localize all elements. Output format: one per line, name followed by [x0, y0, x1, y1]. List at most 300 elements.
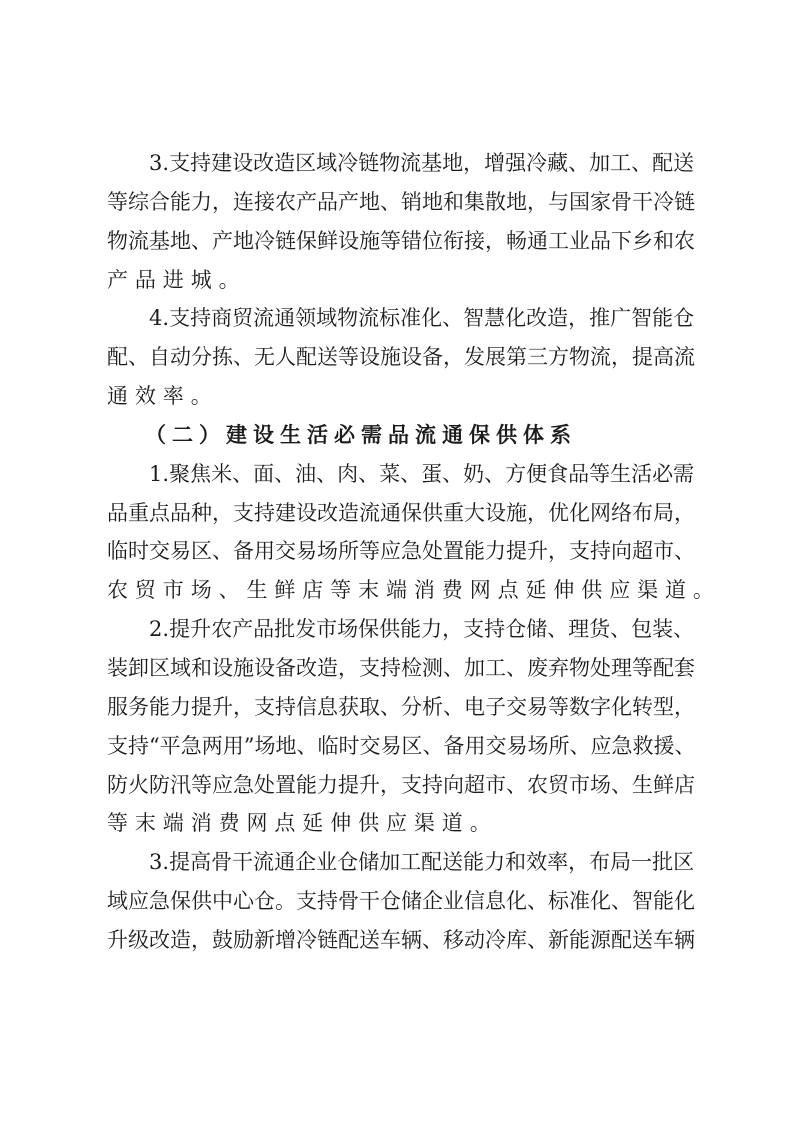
glyph: 理	[568, 617, 590, 642]
glyph: 优	[548, 500, 569, 525]
glyph: ，	[548, 539, 569, 564]
glyph: 地	[275, 733, 297, 758]
glyph: 设	[212, 655, 233, 680]
glyph: 造	[274, 151, 296, 175]
glyph: 取	[359, 694, 380, 719]
glyph: 准	[569, 889, 590, 914]
glyph: 区	[673, 850, 695, 875]
glyph: 店	[674, 772, 695, 797]
glyph: 、	[422, 733, 444, 758]
glyph: 链	[674, 189, 695, 214]
glyph: 市	[485, 772, 506, 797]
glyph: 三	[527, 345, 548, 370]
glyph: 广	[610, 306, 632, 331]
glyph: 急	[611, 733, 633, 758]
glyph: 流	[359, 500, 380, 525]
glyph: 、	[611, 772, 632, 797]
glyph: 提	[169, 850, 191, 875]
glyph: 字	[590, 694, 611, 719]
glyph: ，	[674, 500, 695, 525]
glyph: 施	[380, 345, 401, 370]
glyph: 造	[170, 927, 191, 952]
glyph: 配	[338, 927, 359, 952]
glyph: 菜	[379, 461, 401, 486]
glyph: 处	[590, 655, 611, 680]
glyph: 等	[589, 461, 611, 486]
glyph: 保	[170, 889, 191, 914]
glyph: 场	[337, 617, 359, 642]
glyph: 分	[401, 694, 422, 719]
glyph: 提	[191, 694, 212, 719]
glyph: 工	[548, 228, 569, 253]
glyph: ，	[442, 617, 464, 642]
glyph: 配	[611, 927, 632, 952]
glyph: 易	[296, 539, 317, 564]
glyph: 地	[233, 228, 254, 253]
glyph: 区	[401, 733, 423, 758]
glyph: 通	[274, 306, 296, 331]
glyph: 持	[484, 617, 506, 642]
glyph: 获	[338, 694, 359, 719]
glyph: 配	[107, 345, 128, 370]
paragraph-line	[107, 921, 693, 960]
glyph: 配	[652, 151, 674, 175]
glyph: 所	[338, 539, 359, 564]
glyph: ，	[568, 306, 590, 331]
glyph: 3	[149, 850, 163, 875]
glyph: 面	[253, 461, 275, 486]
glyph: 流	[674, 345, 695, 370]
glyph: 急	[233, 772, 254, 797]
glyph: 。	[275, 889, 296, 914]
glyph: 场	[254, 733, 276, 758]
glyph: 升	[359, 772, 380, 797]
glyph: 提	[506, 539, 527, 564]
glyph: 施	[233, 655, 254, 680]
glyph: 设	[485, 500, 506, 525]
glyph: 持	[190, 306, 212, 331]
glyph: “	[149, 733, 160, 758]
glyph: 地	[506, 189, 527, 214]
glyph: 备	[443, 733, 465, 758]
glyph: 、	[212, 539, 233, 564]
glyph: 用	[222, 733, 244, 758]
glyph: 地	[359, 189, 380, 214]
glyph: 建	[275, 500, 296, 525]
glyph: 聚	[169, 461, 191, 486]
glyph: 合	[149, 189, 170, 214]
glyph: 、	[422, 927, 443, 952]
glyph: 援	[653, 733, 675, 758]
glyph: 持	[422, 772, 443, 797]
glyph: 农	[211, 617, 233, 642]
glyph: 批	[652, 850, 674, 875]
glyph: 商	[211, 306, 233, 331]
glyph: 能	[296, 772, 317, 797]
glyph: 、	[400, 461, 422, 486]
glyph: 布	[589, 850, 611, 875]
glyph: 区	[149, 655, 170, 680]
paragraph-line	[107, 144, 693, 183]
glyph: 子	[485, 694, 506, 719]
glyph: 自	[149, 345, 170, 370]
glyph: 火	[128, 772, 149, 797]
glyph: 励	[233, 927, 254, 952]
glyph: 、	[527, 889, 548, 914]
glyph: 、	[631, 151, 653, 175]
glyph: 配	[296, 345, 317, 370]
glyph: 高	[190, 850, 212, 875]
glyph: 大	[464, 500, 485, 525]
glyph: 、	[569, 733, 591, 758]
glyph: 市	[316, 617, 338, 642]
glyph: .	[162, 850, 170, 875]
glyph: 息	[485, 889, 506, 914]
glyph: 应	[590, 733, 612, 758]
glyph: 能	[652, 306, 674, 331]
glyph: 能	[170, 189, 191, 214]
glyph: 力	[170, 694, 191, 719]
glyph: ，	[527, 500, 548, 525]
glyph: 人	[275, 345, 296, 370]
glyph: 源	[590, 927, 611, 952]
glyph: 品	[170, 500, 191, 525]
glyph: 持	[380, 655, 401, 680]
glyph: 能	[463, 850, 485, 875]
glyph: 智	[631, 306, 653, 331]
paragraph-line: 农贸市场、生鲜店等末端消费网点延伸供应渠道。	[107, 578, 721, 603]
glyph: 、	[442, 461, 464, 486]
paragraph-daily-necessities	[107, 455, 721, 610]
glyph: ，	[443, 345, 464, 370]
glyph: 化	[421, 306, 443, 331]
glyph: 持	[275, 694, 296, 719]
glyph: ，	[212, 189, 233, 214]
glyph: 2	[149, 617, 163, 642]
glyph: 卸	[128, 655, 149, 680]
glyph: 、	[442, 306, 464, 331]
glyph: 标	[548, 889, 569, 914]
glyph: 骨	[611, 189, 632, 214]
glyph: 冷	[485, 927, 506, 952]
glyph: 布	[632, 500, 653, 525]
glyph: 流	[400, 151, 422, 175]
glyph: 急	[180, 733, 202, 758]
glyph: 生	[610, 461, 632, 486]
glyph: 设	[401, 345, 422, 370]
glyph: 接	[254, 189, 275, 214]
glyph: 储	[401, 889, 422, 914]
glyph: 农	[674, 228, 695, 253]
glyph: 移	[443, 927, 464, 952]
glyph: 工	[485, 655, 506, 680]
glyph: 改	[149, 927, 170, 952]
glyph: 支	[169, 151, 191, 175]
glyph: 支	[296, 889, 317, 914]
glyph: 集	[464, 189, 485, 214]
glyph: 1	[149, 461, 163, 486]
glyph: 通	[274, 850, 296, 875]
glyph: 力	[317, 772, 338, 797]
glyph: 肉	[337, 461, 359, 486]
glyph: 持	[317, 889, 338, 914]
glyph: 高	[653, 345, 674, 370]
glyph: .	[162, 617, 170, 642]
glyph: 工	[610, 151, 632, 175]
glyph: 临	[107, 539, 128, 564]
glyph: 通	[527, 228, 548, 253]
glyph: 流	[358, 306, 380, 331]
glyph: 、	[611, 889, 632, 914]
glyph: 改	[317, 500, 338, 525]
paragraph-line	[107, 843, 693, 882]
glyph: 交	[485, 733, 507, 758]
glyph: 域	[170, 655, 191, 680]
glyph: 流	[253, 306, 275, 331]
glyph: 藏	[547, 151, 569, 175]
glyph: 散	[485, 189, 506, 214]
glyph: 建	[211, 151, 233, 175]
glyph: 物	[379, 151, 401, 175]
glyph: 展	[485, 345, 506, 370]
paragraph-line	[107, 455, 693, 494]
paragraph-line	[107, 688, 693, 727]
glyph: 与	[548, 189, 569, 214]
glyph: 废	[527, 655, 548, 680]
glyph: 设	[254, 655, 275, 680]
glyph: 鼓	[212, 927, 233, 952]
glyph: 能	[464, 539, 485, 564]
glyph: 油	[295, 461, 317, 486]
glyph: 支	[359, 655, 380, 680]
glyph: 货	[589, 617, 611, 642]
paragraph-line: 通效率。	[107, 384, 219, 409]
glyph: ，	[611, 345, 632, 370]
paragraph-line	[107, 649, 693, 688]
glyph: 支	[463, 617, 485, 642]
glyph: 数	[569, 694, 590, 719]
paragraph-line	[107, 882, 693, 921]
glyph: 测	[422, 655, 443, 680]
glyph: 新	[254, 927, 275, 952]
glyph: 平	[159, 733, 181, 758]
glyph: 等	[380, 228, 401, 253]
glyph: 地	[442, 151, 464, 175]
glyph: 综	[128, 189, 149, 214]
glyph: 、	[358, 461, 380, 486]
glyph: 产	[212, 228, 233, 253]
glyph: 增	[484, 151, 506, 175]
glyph: 畅	[506, 228, 527, 253]
glyph: 化	[674, 889, 695, 914]
glyph: 型	[653, 694, 674, 719]
glyph: 化	[569, 500, 590, 525]
glyph: 、	[380, 694, 401, 719]
glyph: 、	[191, 228, 212, 253]
paragraph-line	[107, 183, 693, 222]
glyph: 支	[107, 733, 128, 758]
glyph: 超	[632, 539, 653, 564]
glyph: 鲜	[653, 772, 674, 797]
glyph: 冷	[296, 927, 317, 952]
glyph: 支	[254, 694, 275, 719]
paragraph-backbone-enterprises	[107, 843, 693, 960]
glyph: 、	[506, 655, 527, 680]
glyph: 置	[443, 539, 464, 564]
glyph: 品	[590, 228, 611, 253]
glyph: 辆	[401, 927, 422, 952]
glyph: 物	[569, 655, 590, 680]
glyph: 推	[589, 306, 611, 331]
glyph: 工	[400, 850, 422, 875]
document-body	[107, 144, 721, 960]
glyph: 络	[611, 500, 632, 525]
glyph: 加	[464, 655, 485, 680]
glyph: 衔	[443, 228, 464, 253]
glyph: ”	[243, 733, 255, 758]
paragraph-line	[107, 727, 696, 766]
glyph: 流	[128, 228, 149, 253]
glyph: 物	[569, 345, 590, 370]
glyph: 应	[212, 772, 233, 797]
glyph: 强	[505, 151, 527, 175]
glyph: 接	[464, 228, 485, 253]
glyph: 农	[275, 189, 296, 214]
glyph: 地	[422, 189, 443, 214]
glyph: 产	[296, 189, 317, 214]
glyph: .	[162, 306, 170, 331]
glyph: 贸	[548, 772, 569, 797]
glyph: 基	[421, 151, 443, 175]
glyph: 中	[212, 889, 233, 914]
glyph: 产	[232, 617, 254, 642]
glyph: 动	[464, 927, 485, 952]
glyph: 化	[611, 694, 632, 719]
glyph: 救	[632, 733, 654, 758]
glyph: 一	[631, 850, 653, 875]
glyph: 、	[674, 539, 695, 564]
glyph: 、	[274, 461, 296, 486]
glyph: 持	[590, 539, 611, 564]
glyph: 增	[275, 927, 296, 952]
glyph: 业	[569, 228, 590, 253]
glyph: 急	[401, 539, 422, 564]
glyph: 市	[653, 539, 674, 564]
glyph: 新	[548, 927, 569, 952]
glyph: 仓	[380, 889, 401, 914]
glyph: 区	[191, 539, 212, 564]
glyph: 焦	[190, 461, 212, 486]
glyph: 加	[589, 151, 611, 175]
glyph: 家	[590, 189, 611, 214]
section-heading-text: （二）建设生活必需品流通保供体系	[145, 421, 577, 447]
glyph: 服	[107, 694, 128, 719]
glyph: 流	[590, 345, 611, 370]
glyph: 化	[590, 889, 611, 914]
glyph: ，	[191, 927, 212, 952]
glyph: 冷	[337, 151, 359, 175]
section-heading	[107, 416, 693, 455]
glyph: 干	[632, 189, 653, 214]
glyph: 检	[401, 655, 422, 680]
glyph: 支	[169, 306, 191, 331]
glyph: 交	[506, 694, 527, 719]
glyph: ，	[212, 500, 233, 525]
glyph: 流	[253, 850, 275, 875]
glyph: 重	[443, 500, 464, 525]
glyph: 施	[506, 500, 527, 525]
glyph: 息	[317, 694, 338, 719]
glyph: 食	[547, 461, 569, 486]
glyph: 米	[211, 461, 233, 486]
glyph: 置	[275, 772, 296, 797]
glyph: 场	[317, 539, 338, 564]
glyph: 装	[107, 655, 128, 680]
glyph: ，	[568, 850, 590, 875]
glyph: 向	[443, 772, 464, 797]
glyph: 力	[484, 850, 506, 875]
glyph: 时	[128, 539, 149, 564]
glyph: 用	[464, 733, 486, 758]
glyph: 用	[254, 539, 275, 564]
glyph: 力	[485, 539, 506, 564]
glyph: 设	[359, 345, 380, 370]
glyph: 送	[632, 927, 653, 952]
glyph: 交	[275, 539, 296, 564]
glyph: ，	[674, 694, 695, 719]
glyph: 拣	[212, 345, 233, 370]
glyph: 市	[569, 772, 590, 797]
glyph: 改	[253, 151, 275, 175]
glyph: 供	[191, 889, 212, 914]
glyph: 储	[358, 850, 380, 875]
glyph: 无	[254, 345, 275, 370]
glyph: 设	[338, 228, 359, 253]
paragraph-line	[107, 494, 693, 533]
glyph: 施	[359, 228, 380, 253]
glyph: 、	[443, 694, 464, 719]
glyph: 、	[316, 461, 338, 486]
glyph: 仓	[505, 617, 527, 642]
glyph: 汛	[170, 772, 191, 797]
paragraph-line: 等末端消费网点延伸供应渠道。	[107, 811, 498, 836]
glyph: 等	[548, 694, 569, 719]
glyph: 下	[611, 228, 632, 253]
glyph: 企	[295, 850, 317, 875]
paragraph-cold-chain-base	[107, 144, 693, 299]
glyph: 信	[296, 694, 317, 719]
glyph: ，	[380, 772, 401, 797]
glyph: 位	[422, 228, 443, 253]
glyph: 需	[673, 461, 695, 486]
glyph: 超	[464, 772, 485, 797]
glyph: 网	[590, 500, 611, 525]
glyph: 能	[149, 694, 170, 719]
glyph: 、	[547, 617, 569, 642]
glyph: 农	[527, 772, 548, 797]
glyph: 力	[191, 189, 212, 214]
glyph: 处	[422, 539, 443, 564]
glyph: 等	[632, 655, 653, 680]
glyph: 3	[149, 151, 163, 175]
glyph: 等	[338, 345, 359, 370]
glyph: 包	[631, 617, 653, 642]
glyph: 和	[191, 655, 212, 680]
paragraph-line	[107, 766, 693, 805]
glyph: 、	[506, 772, 527, 797]
glyph: 能	[569, 927, 590, 952]
glyph: 方	[548, 345, 569, 370]
